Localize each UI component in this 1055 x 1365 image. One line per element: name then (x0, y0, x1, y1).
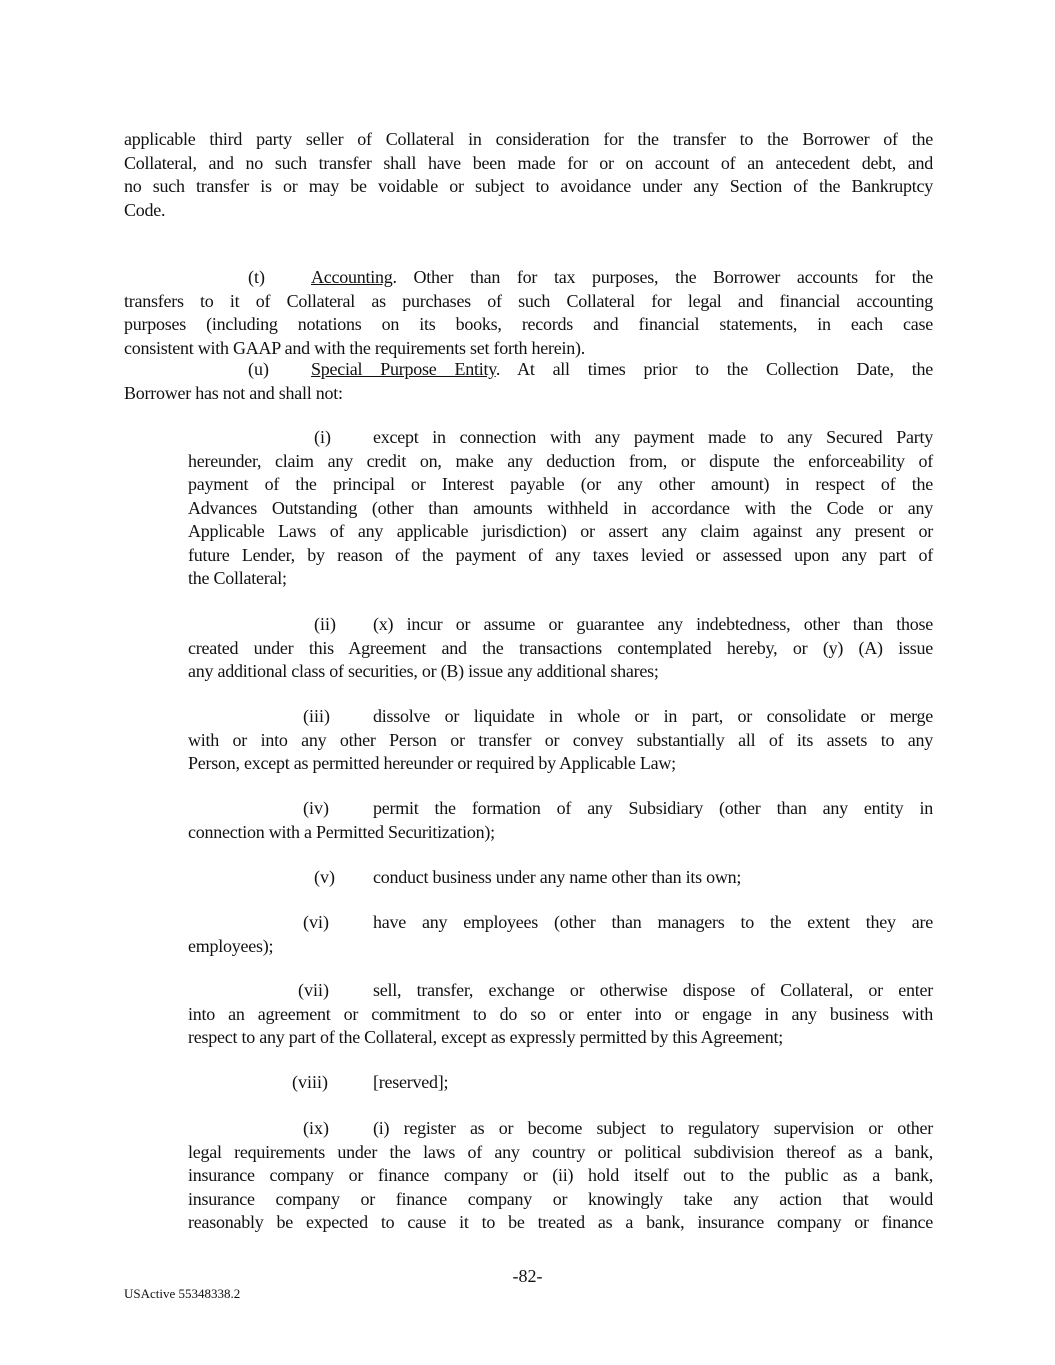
paragraph-line (373, 978, 933, 1002)
paragraph-line (373, 1070, 933, 1094)
paragraph-text: permit the formation of any Subsidiary (other than any entity in (373, 798, 933, 818)
paragraph-line: Collateral, and no such transfer shall have been made for or on account of an antecedent debt, and (124, 152, 933, 173)
paragraph-line (373, 796, 933, 820)
document-footer-id: USActive 55348338.2 (124, 1286, 241, 1301)
paragraph-text: . Other than for tax purposes, the Borrower accounts for the (392, 267, 933, 287)
paragraph-line (373, 1116, 933, 1140)
section-heading-t: Accounting (311, 267, 393, 287)
paragraph-label-iv: (iv) (303, 798, 329, 818)
paragraph-line: Applicable Laws of any applicable jurisdiction) or assert any claim against any present or (188, 521, 933, 541)
paragraph-label-i: (i) (314, 427, 331, 447)
paragraph-label-vii: (vii) (298, 980, 329, 1000)
paragraph-line (373, 612, 933, 636)
paragraph-text: conduct business under any name other than its own; (373, 867, 742, 887)
paragraph-line: Code. (124, 199, 166, 220)
paragraph-text: except in connection with any payment made to any Secured Party (373, 427, 933, 447)
paragraph-line: future Lender, by reason of the payment of any taxes levied or assessed upon any part of (188, 544, 933, 565)
paragraph-line: transfers to it of Collateral as purchases of such Collateral for legal and financial accounting (124, 290, 933, 311)
paragraph-text: dissolve or liquidate in whole or in part, or consolidate or merge (373, 706, 933, 726)
paragraph-line: into an agreement or commitment to do so or enter into or engage in any business with (188, 1003, 933, 1024)
paragraph-line (373, 865, 933, 889)
section-heading-u: Special Purpose Entity (311, 359, 496, 379)
paragraph-line: purposes (including notations on its books, records and financial statements, in each case (124, 314, 933, 334)
paragraph-label-ii: (ii) (314, 614, 336, 634)
paragraph-line: no such transfer is or may be voidable or subject to avoidance under any Section of the Bankruptcy (124, 176, 933, 196)
page-number: -82- (512, 1266, 543, 1286)
paragraph-line (311, 357, 933, 381)
paragraph-line: respect to any part of the Collateral, except as expressly permitted by this Agreement; (188, 1027, 784, 1047)
paragraph-text: (x) incur or assume or guarantee any indebtedness, other than those (373, 614, 933, 634)
paragraph-line: insurance company or finance company or (ii) hold itself out to the public as a bank, (188, 1165, 933, 1185)
paragraph-label-u: (u) (248, 359, 269, 379)
paragraph-line: legal requirements under the laws of any country or political subdivision thereof as a bank, (188, 1141, 933, 1162)
paragraph-line: connection with a Permitted Securitization); (188, 821, 495, 842)
paragraph-line (373, 910, 933, 934)
paragraph-line: created under this Agreement and the transactions contemplated hereby, or (y) (A) issue (188, 637, 933, 658)
paragraph-label-v: (v) (314, 867, 335, 887)
paragraph-line: reasonably be expected to cause it to be treated as a bank, insurance company or finance (188, 1212, 933, 1232)
paragraph-label-viii: (viii) (292, 1072, 328, 1092)
paragraph-line: Person, except as permitted hereunder or required by Applicable Law; (188, 753, 676, 773)
paragraph-line: applicable third party seller of Collateral in consideration for the transfer to the Borrower of the (124, 129, 933, 149)
paragraph-line: Borrower has not and shall not: (124, 382, 343, 403)
paragraph-line (373, 704, 933, 728)
paragraph-line: with or into any other Person or transfer or convey substantially all of its assets to any (188, 729, 933, 750)
paragraph-text: sell, transfer, exchange or otherwise dispose of Collateral, or enter (373, 980, 933, 1000)
paragraph-text: (i) register as or become subject to regulatory supervision or other (373, 1118, 933, 1138)
paragraph-line: any additional class of securities, or (B) issue any additional shares; (188, 661, 659, 681)
paragraph-label-ix: (ix) (303, 1118, 329, 1138)
paragraph-label-vi: (vi) (303, 912, 329, 932)
paragraph-line: the Collateral; (188, 568, 287, 588)
paragraph-label-t: (t) (248, 267, 265, 287)
paragraph-line: Advances Outstanding (other than amounts withheld in accordance with the Code or any (188, 497, 933, 518)
paragraph-line (311, 265, 933, 289)
paragraph-line: employees); (188, 935, 274, 956)
paragraph-line: hereunder, claim any credit on, make any deduction from, or dispute the enforceability of (188, 450, 933, 471)
paragraph-label-iii: (iii) (303, 706, 330, 726)
paragraph-line: consistent with GAAP and with the requirements set forth herein). (124, 337, 585, 358)
paragraph-line: payment of the principal or Interest payable (or any other amount) in respect of the (188, 474, 933, 494)
paragraph-text: [reserved]; (373, 1072, 449, 1092)
paragraph-text: . At all times prior to the Collection Date, the (495, 359, 933, 379)
paragraph-text: have any employees (other than managers to the extent they are (373, 912, 933, 932)
paragraph-line: insurance company or finance company or knowingly take any action that would (188, 1188, 933, 1209)
paragraph-line (373, 425, 933, 449)
